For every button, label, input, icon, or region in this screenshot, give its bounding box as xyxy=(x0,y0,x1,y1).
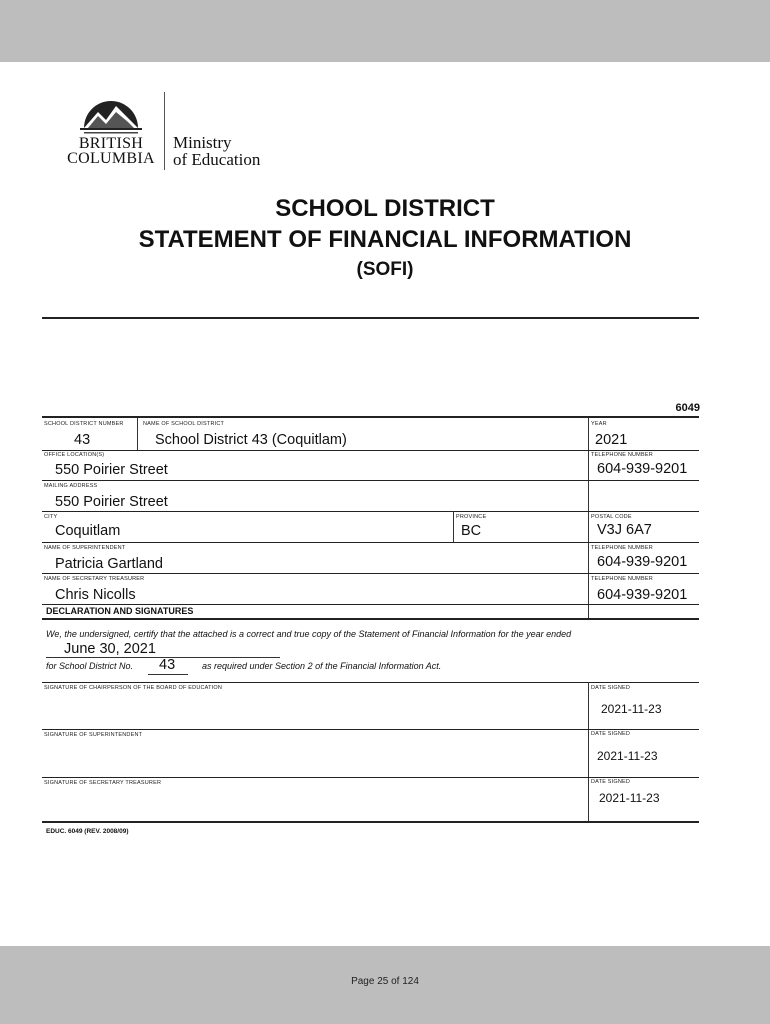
superintendent-label: NAME OF SUPERINTENDENT xyxy=(44,545,126,551)
year-label: YEAR xyxy=(591,421,607,427)
treasurer-phone-value: 604-939-9201 xyxy=(597,587,688,603)
signature-chair-label: SIGNATURE OF CHAIRPERSON OF THE BOARD OF EDUCATION xyxy=(44,685,223,691)
district-number-value: 43 xyxy=(74,432,91,448)
title-line-3: (SOFI) xyxy=(356,259,414,280)
declaration-statement: We, the undersigned, certify that the attached is a correct and true copy of the Statement of Financial Information for the year ended xyxy=(46,629,572,639)
postal-value: V3J 6A7 xyxy=(597,522,652,538)
superintendent-phone-label: TELEPHONE NUMBER xyxy=(591,545,653,551)
date-signed-label: DATE SIGNED xyxy=(591,685,631,691)
city-value: Coquitlam xyxy=(55,523,121,539)
form-number: 6049 xyxy=(675,402,700,414)
office-value: 550 Poirier Street xyxy=(55,462,168,478)
district-number-label: SCHOOL DISTRICT NUMBER xyxy=(44,421,124,427)
declaration-heading: DECLARATION AND SIGNATURES xyxy=(46,606,194,616)
row-rule xyxy=(42,573,699,574)
act-text: as required under Section 2 of the Financial Information Act. xyxy=(202,661,442,671)
superintendent-phone-value: 604-939-9201 xyxy=(597,554,688,570)
declaration-rule xyxy=(42,618,699,620)
treasurer-phone-label: TELEPHONE NUMBER xyxy=(591,576,653,582)
row-rule xyxy=(42,604,699,605)
district-no-underline xyxy=(148,674,188,675)
title-rule xyxy=(42,317,699,319)
city-label: CITY xyxy=(44,514,58,520)
row-rule xyxy=(42,542,699,543)
office-phone-value: 604-939-9201 xyxy=(597,461,688,477)
signature-superintendent-label: SIGNATURE OF SUPERINTENDENT xyxy=(44,732,143,738)
mailing-value: 550 Poirier Street xyxy=(55,494,168,510)
bc-sun-mountain-icon xyxy=(76,90,146,136)
treasurer-value: Chris Nicolls xyxy=(55,587,136,603)
divider xyxy=(588,418,589,618)
mailing-label: MAILING ADDRESS xyxy=(44,483,98,489)
district-name-value: School District 43 (Coquitlam) xyxy=(155,432,347,448)
row-rule xyxy=(42,682,699,683)
province-label: PROVINCE xyxy=(456,514,487,520)
office-phone-label: TELEPHONE NUMBER xyxy=(591,452,653,458)
signature-treasurer-label: SIGNATURE OF SECRETARY TREASURER xyxy=(44,780,162,786)
divider xyxy=(453,511,454,542)
office-label: OFFICE LOCATION(S) xyxy=(44,452,105,458)
page-indicator: Page 25 of 124 xyxy=(351,976,419,987)
form-top-rule xyxy=(42,416,699,418)
row-rule xyxy=(42,777,699,778)
divider xyxy=(137,418,138,450)
for-district-prefix: for School District No. xyxy=(46,661,134,671)
form-revision-code: EDUC. 6049 (REV. 2008/09) xyxy=(46,828,129,835)
year-ended-value: June 30, 2021 xyxy=(64,641,156,657)
postal-label: POSTAL CODE xyxy=(591,514,632,520)
district-name-label: NAME OF SCHOOL DISTRICT xyxy=(143,421,225,427)
logo-ministry-text: Ministry of Education xyxy=(173,133,261,169)
viewer-top-bar xyxy=(0,0,770,62)
date-signed-label: DATE SIGNED xyxy=(591,779,631,785)
date-signed-label: DATE SIGNED xyxy=(591,731,631,737)
row-rule xyxy=(42,450,699,451)
declaration-district-no: 43 xyxy=(159,657,176,673)
row-rule xyxy=(42,480,699,481)
date-signed-value: 2021-11-23 xyxy=(599,791,660,805)
row-rule xyxy=(42,729,699,730)
title-line-2: STATEMENT OF FINANCIAL INFORMATION xyxy=(138,226,632,253)
treasurer-label: NAME OF SECRETARY TREASURER xyxy=(44,576,145,582)
bc-ministry-logo xyxy=(66,88,271,178)
divider xyxy=(588,682,589,822)
title-line-1: SCHOOL DISTRICT xyxy=(275,195,495,222)
year-value: 2021 xyxy=(595,432,628,448)
logo-province-text: BRITISH COLUMBIA xyxy=(67,135,155,167)
logo-divider xyxy=(164,92,165,170)
date-signed-value: 2021-11-23 xyxy=(597,749,658,763)
province-value: BC xyxy=(461,523,482,539)
date-signed-value: 2021-11-23 xyxy=(601,702,662,716)
row-rule xyxy=(42,511,699,512)
superintendent-value: Patricia Gartland xyxy=(55,556,163,572)
form-bottom-rule xyxy=(42,821,699,823)
